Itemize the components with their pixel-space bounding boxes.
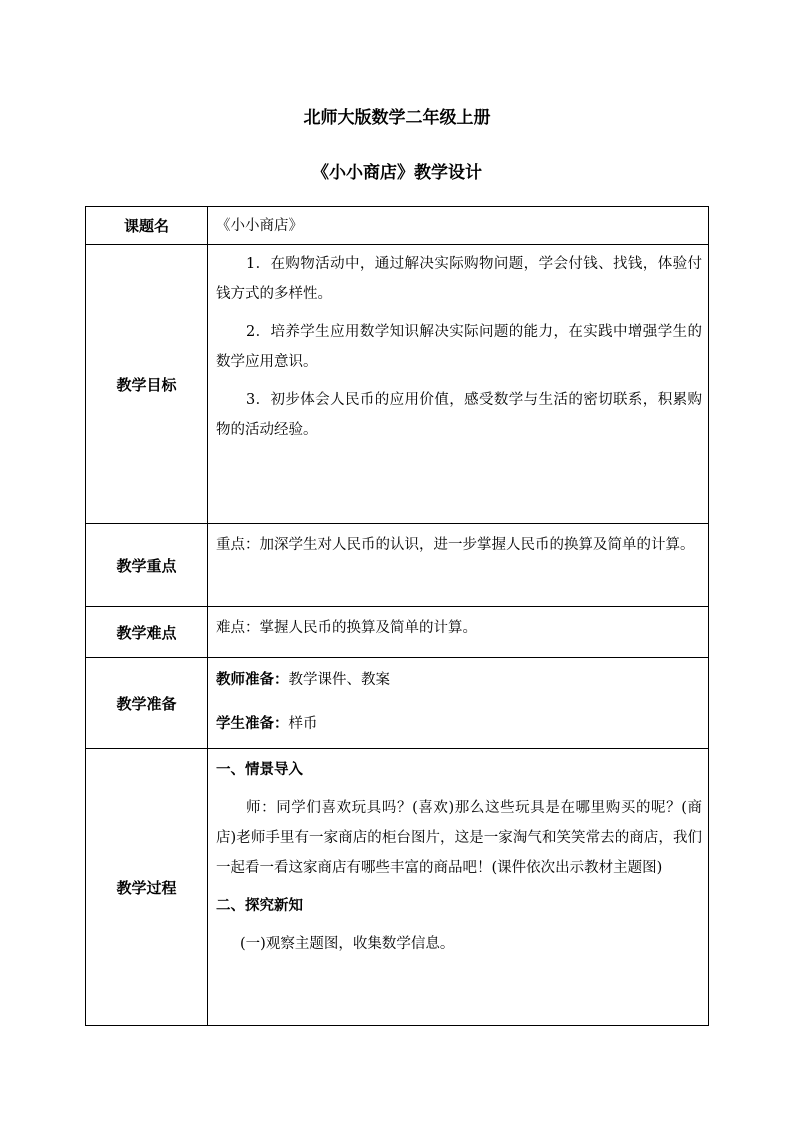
table-row-key-points — [86, 524, 709, 607]
key-points-cell — [208, 524, 709, 607]
teacher-preparation-value: 教学课件、教案 — [288, 672, 390, 688]
objectives-cell — [208, 245, 709, 524]
difficulties-value: 难点：掌握人民币的换算及简单的计算。 — [216, 620, 477, 636]
key-points-label: 教学重点 — [86, 524, 208, 607]
key-points-value: 重点：加深学生对人民币的认识，进一步掌握人民币的换算及简单的计算。 — [216, 537, 695, 553]
process-paragraph-2: (一)观察主题图，收集数学信息。 — [240, 936, 455, 952]
process-section-2: 二、探究新知 — [216, 897, 303, 914]
process-label: 教学过程 — [86, 749, 208, 1026]
process-section-1: 一、情景导入 — [216, 761, 303, 778]
topic-value: 《小小商店》 — [216, 217, 303, 234]
table-row-difficulties — [86, 607, 709, 658]
difficulties-cell — [208, 607, 709, 658]
table-row-objectives — [86, 245, 709, 524]
process-cell — [208, 749, 709, 1026]
preparation-cell — [208, 658, 709, 749]
difficulties-label: 教学难点 — [86, 607, 208, 658]
teacher-preparation-label: 教师准备： — [216, 671, 289, 688]
objectives-label: 教学目标 — [86, 245, 208, 524]
topic-label: 课题名 — [86, 207, 208, 245]
student-preparation-label: 学生准备： — [216, 715, 289, 732]
teacher-preparation — [216, 658, 702, 702]
preparation-label: 教学准备 — [86, 658, 208, 749]
table-row-process — [86, 749, 709, 1026]
student-preparation — [216, 702, 702, 746]
table-row-preparation — [86, 658, 709, 749]
document-title: 北师大版数学二年级上册 — [303, 108, 491, 128]
lesson-plan-table — [85, 206, 709, 1026]
student-preparation-value: 样币 — [288, 716, 318, 732]
topic-value-cell — [208, 207, 709, 245]
objective-item-2: 2．培养学生应用数学知识解决实际问题的能力，在实践中增强学生的数学应用意识。 — [216, 324, 702, 370]
objective-item-3: 3．初步体会人民币的应用价值，感受数学与生活的密切联系，积累购物的活动经验。 — [216, 392, 702, 438]
table-row-topic — [86, 207, 709, 245]
objective-item-1: 1．在购物活动中，通过解决实际购物问题，学会付钱、找钱，体验付钱方式的多样性。 — [216, 256, 702, 302]
document-subtitle: 《小小商店》教学设计 — [312, 163, 482, 183]
process-paragraph-1: 师：同学们喜欢玩具吗？(喜欢)那么这些玩具是在哪里购买的呢？(商店)老师手里有一家商店的柜台图片，这是一家淘气和笑笑常去的商店，我们一起看一看这家商店有哪些丰富的商品吧！(课件依次出示教材主题图) — [216, 800, 702, 876]
